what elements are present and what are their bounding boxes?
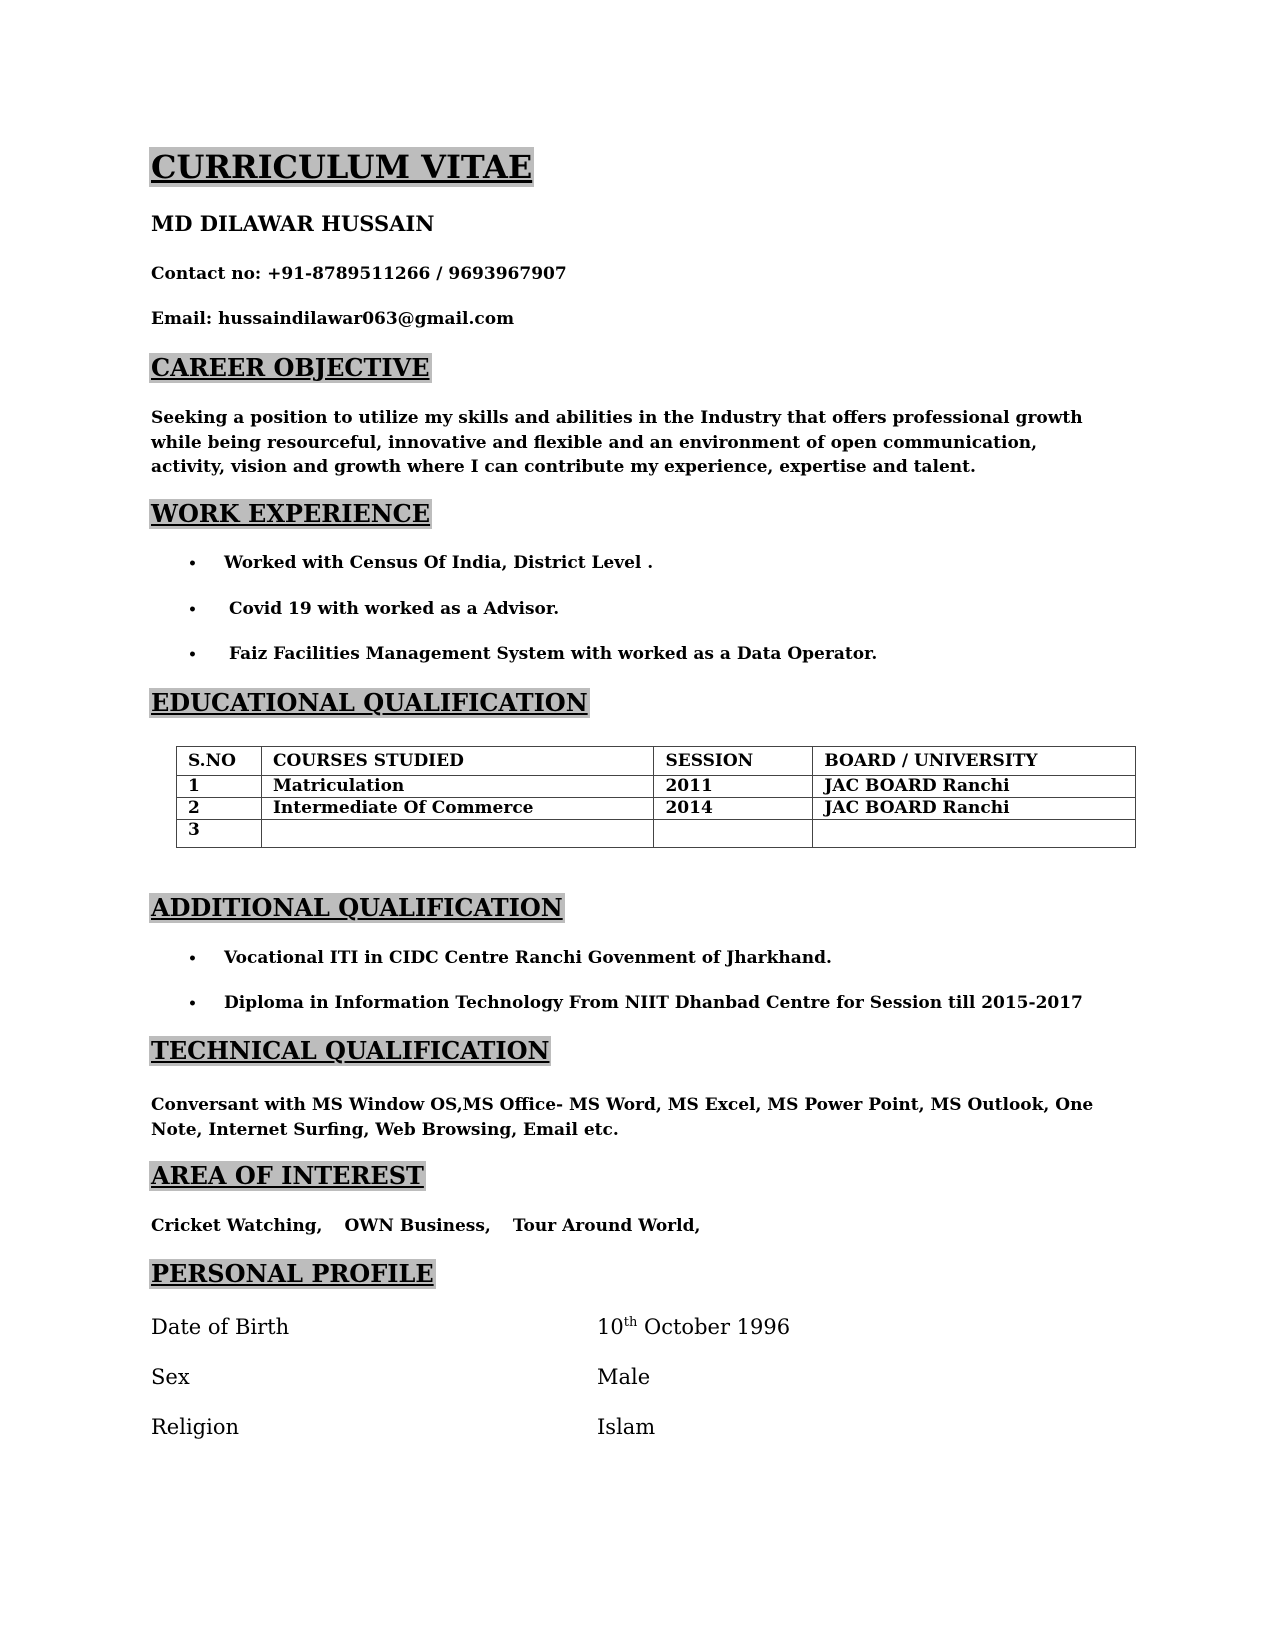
table-cell: 2011: [654, 776, 813, 798]
table-row: [177, 798, 1136, 820]
area-of-interest-heading: AREA OF INTEREST: [151, 1161, 424, 1190]
table-cell: [654, 820, 813, 848]
interest-item: Cricket Watching,: [151, 1216, 323, 1236]
religion-value: Islam: [597, 1415, 656, 1439]
table-cell: 2: [177, 798, 262, 820]
table-row: [177, 820, 1136, 848]
career-objective-text: Seeking a position to utilize my skills and abilities in the Industry that offers professional growth while being resourceful, innovative and flexible and an environment of open communication, activity, vision and growth where I can contribute my experience, expertise and talent.: [151, 408, 1083, 477]
work-item-text: Covid 19 with worked as a Advisor.: [229, 599, 560, 619]
column-header: S.NO: [177, 747, 262, 776]
column-header: COURSES STUDIED: [261, 747, 654, 776]
bullet-icon: •: [188, 602, 197, 618]
interest-item: OWN Business,: [344, 1216, 491, 1236]
email-address: Email: hussaindilawar063@gmail.com: [151, 309, 515, 329]
table-cell: 3: [177, 820, 262, 848]
work-item-text: Worked with Census Of India, District Level .: [224, 553, 654, 573]
education-table: [176, 746, 1136, 848]
area-of-interest-list: [151, 1216, 700, 1236]
table-cell: Intermediate Of Commerce: [261, 798, 654, 820]
column-header: SESSION: [654, 747, 813, 776]
bullet-icon: •: [188, 996, 197, 1012]
table-header-row: [177, 747, 1136, 776]
technical-qualification-text: Conversant with MS Window OS,MS Office- MS Word, MS Excel, MS Power Point, MS Outlook, One Note, Internet Surfing, Web Browsing, Email etc.: [151, 1095, 1094, 1140]
table-cell: [261, 820, 654, 848]
table-row: [177, 776, 1136, 798]
work-item-text: Faiz Facilities Management System with worked as a Data Operator.: [229, 644, 878, 664]
education-heading: EDUCATIONAL QUALIFICATION: [151, 688, 588, 717]
bullet-icon: •: [188, 556, 197, 572]
table-cell: 1: [177, 776, 262, 798]
work-experience-heading: WORK EXPERIENCE: [151, 499, 431, 528]
dob-value: 10th October 1996: [597, 1315, 791, 1339]
candidate-name: MD DILAWAR HUSSAIN: [151, 211, 435, 236]
sex-value: Male: [597, 1365, 651, 1389]
career-objective-heading: CAREER OBJECTIVE: [151, 353, 430, 382]
column-header: BOARD / UNIVERSITY: [813, 747, 1136, 776]
contact-number: Contact no: +91-8789511266 / 9693967907: [151, 264, 567, 284]
document-title: CURRICULUM VITAE: [151, 148, 533, 186]
additional-item-text: Vocational ITI in CIDC Centre Ranchi Govenment of Jharkhand.: [224, 948, 832, 968]
table-cell: [813, 820, 1136, 848]
bullet-icon: •: [188, 951, 197, 967]
table-cell: 2014: [654, 798, 813, 820]
table-cell: JAC BOARD Ranchi: [813, 776, 1136, 798]
table-cell: Matriculation: [261, 776, 654, 798]
sex-label: Sex: [151, 1365, 190, 1389]
personal-profile-heading: PERSONAL PROFILE: [151, 1259, 434, 1288]
interest-item: Tour Around World,: [512, 1216, 701, 1236]
religion-label: Religion: [151, 1415, 239, 1439]
dob-label: Date of Birth: [151, 1315, 290, 1339]
technical-qualification-heading: TECHNICAL QUALIFICATION: [151, 1036, 550, 1065]
bullet-icon: •: [188, 647, 197, 663]
additional-item-text: Diploma in Information Technology From NIIT Dhanbad Centre for Session till 2015-2017: [224, 993, 1083, 1013]
table-cell: JAC BOARD Ranchi: [813, 798, 1136, 820]
additional-qualification-heading: ADDITIONAL QUALIFICATION: [151, 893, 563, 922]
